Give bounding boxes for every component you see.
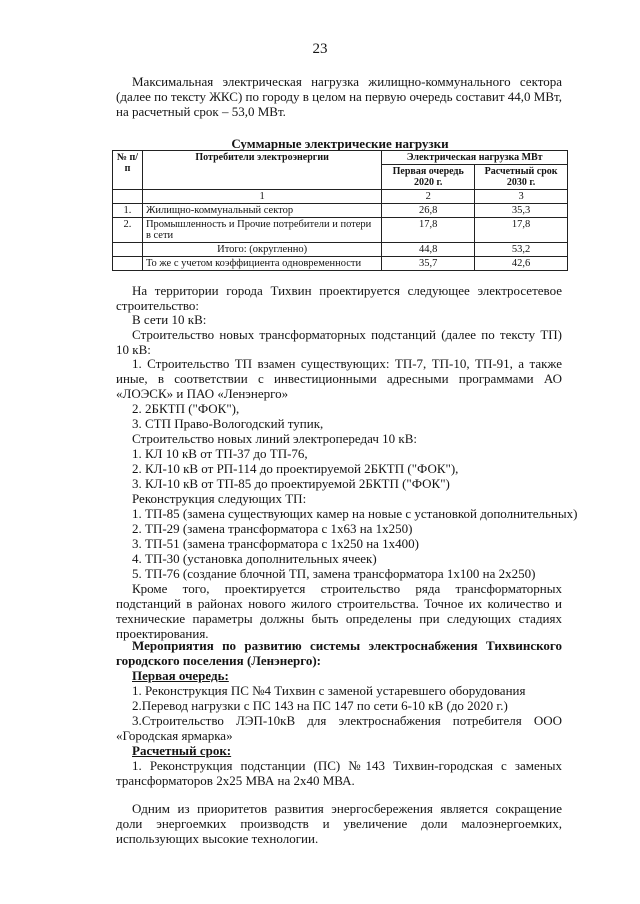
col-header-consumers: Потребители электроэнергии xyxy=(142,151,381,190)
table-row xyxy=(113,218,568,243)
measure-item: 2.Перевод нагрузки с ПС 143 на ПС 147 по сети 6-10 кВ (до 2020 г.) xyxy=(132,698,508,713)
body-line: Реконструкция следующих ТП: xyxy=(132,491,307,506)
col-header-first: Первая очередь 2020 г. xyxy=(382,165,475,190)
row-calc: 35,3 xyxy=(475,204,568,218)
col-index: 1 xyxy=(142,190,381,204)
body-line: Строительство новых линий электропередач 10 кВ: xyxy=(132,431,417,446)
body-line: В сети 10 кВ: xyxy=(132,312,207,327)
col-header-num: № п/п xyxy=(113,151,143,190)
body-paragraph: 1. Строительство ТП взамен существующих: ТП-7, ТП-10, ТП-91, а также иные, в соответствии с инвестиционными адресными программами АО «ЛОЭСК» и ПАО «Ленэнерго» xyxy=(116,356,562,401)
row-first: 17,8 xyxy=(382,218,475,243)
table-total-row xyxy=(113,243,568,257)
measure-item: 1. Реконструкция подстанции (ПС) №143 Тихвин-городская с заменых трансформаторов 2х25 МВА на 2х40 МВА. xyxy=(116,758,562,788)
row-num: 1. xyxy=(113,204,143,218)
total-first: 44,8 xyxy=(382,243,475,257)
table-index-row xyxy=(113,190,568,204)
first-stage-heading: Первая очередь: xyxy=(132,668,229,683)
closing-paragraph: Одним из приоритетов развития энергосбережения является сокращение доли энергоемких производств и увеличение доли малоэнергоемких, использующих высокие технологии. xyxy=(116,801,562,846)
body-line: 4. ТП-30 (установка дополнительных ячеек) xyxy=(132,551,377,566)
measure-item: 3.Строительство ЛЭП-10кВ для электроснабжения потребителя ООО «Городская ярмарка» xyxy=(116,713,562,743)
row-name: Жилищно-коммунальный сектор xyxy=(142,204,381,218)
row-first: 26,8 xyxy=(382,204,475,218)
row-name: Промышленность и Прочие потребители и потери в сети xyxy=(142,218,381,243)
body-line: 3. ТП-51 (замена трансформатора с 1х250 на 1х400) xyxy=(132,536,420,551)
body-paragraph: На территории города Тихвин проектируется следующее электросетевое строительство: xyxy=(116,283,562,313)
body-line: 2. КЛ-10 кВ от РП-114 до проектируемой 2БКТП ("ФОК"), xyxy=(132,461,459,476)
row-calc: 17,8 xyxy=(475,218,568,243)
table-title: Суммарные электрические нагрузки xyxy=(231,136,449,151)
simultaneity-first: 35,7 xyxy=(382,257,475,271)
measures-heading: Мероприятия по развитию системы электроснабжения Тихвинского городского поселения (Ленэнерго): xyxy=(116,638,562,668)
simultaneity-calc: 42,6 xyxy=(475,257,568,271)
table-header-row xyxy=(113,151,568,165)
body-line: 2. ТП-29 (замена трансформатора с 1х63 на 1х250) xyxy=(132,521,413,536)
body-paragraph: Кроме того, проектируется строительство ряда трансформаторных подстанций в районах нового жилого строительства. Точное их количество и технические параметры должны быть определены при следующих стадиях проектирования. xyxy=(116,581,562,641)
body-line: 3. СТП Право-Вологодский тупик, xyxy=(132,416,324,431)
simultaneity-label: То же с учетом коэффициента одновременности xyxy=(142,257,381,271)
total-label: Итого: (округленно) xyxy=(142,243,381,257)
loads-table xyxy=(112,150,568,271)
intro-paragraph: Максимальная электрическая нагрузка жилищно-коммунального сектора (далее по тексту ЖКС) по городу в целом на первую очередь составит 44,0 МВт, на расчетный срок – 53,0 МВт. xyxy=(116,74,562,119)
col-index: 2 xyxy=(382,190,475,204)
total-calc: 53,2 xyxy=(475,243,568,257)
col-index: 3 xyxy=(475,190,568,204)
table-simultaneity-row xyxy=(113,257,568,271)
page-number: 23 xyxy=(312,41,328,57)
calc-stage-heading: Расчетный срок: xyxy=(132,743,232,758)
measure-item: 1. Реконструкция ПС №4 Тихвин с заменой устаревшего оборудования xyxy=(132,683,526,698)
body-line: 5. ТП-76 (создание блочной ТП, замена трансформатора 1х100 на 2х250) xyxy=(132,566,536,581)
body-line: 1. КЛ 10 кВ от ТП-37 до ТП-76, xyxy=(132,446,308,461)
body-paragraph: Строительство новых трансформаторных подстанций (далее по тексту ТП) 10 кВ: xyxy=(116,327,562,357)
row-num: 2. xyxy=(113,218,143,243)
body-line: 1. ТП-85 (замена существующих камер на новые с установкой дополнительных) xyxy=(132,506,578,521)
table-row xyxy=(113,204,568,218)
col-header-load: Электрическая нагрузка МВт xyxy=(382,151,568,165)
body-line: 3. КЛ-10 кВ от ТП-85 до проектируемой 2БКТП ("ФОК") xyxy=(132,476,450,491)
col-header-calc: Расчетный срок 2030 г. xyxy=(475,165,568,190)
body-line: 2. 2БКТП ("ФОК"), xyxy=(132,401,240,416)
